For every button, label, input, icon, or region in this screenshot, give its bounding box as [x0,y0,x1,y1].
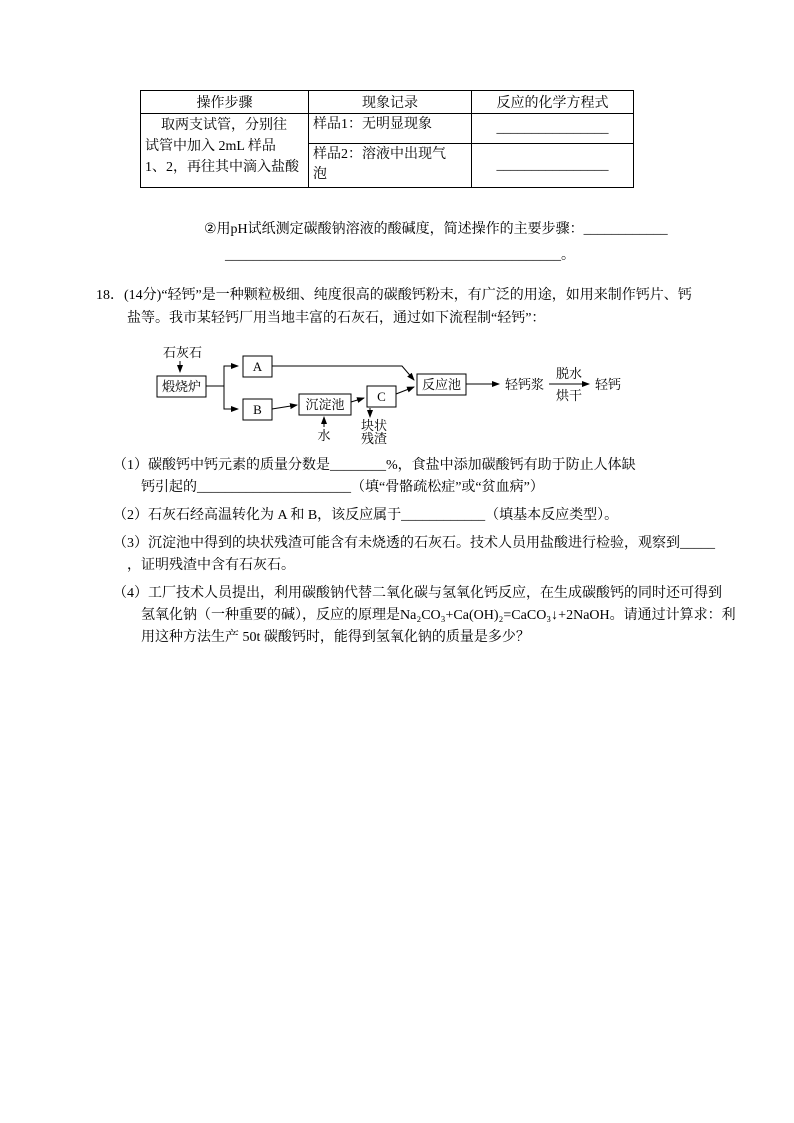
dehydrate-label-line1: 脱水 [555,366,583,381]
question-ph-line1 [204,219,668,241]
sub4-line2: 氢氧化钠（一种重要的碱），反应的原理是Na₂CO₃+Ca(OH)₂=CaCO₃↓+2NaOH。请通过计算求：利 [141,608,736,623]
sub3-line1: （3）沉淀池中得到的块状残渣可能含有未烧透的石灰石。技术人员用盐酸进行检验，观察到_____ [113,536,715,551]
sub2-line1: （2）石灰石经高温转化为 A 和 B，该反应属于____________（填基本反应类型）。 [113,508,619,523]
sub4-line3: 用这种方法生产 50t 碳酸钙时，能得到氢氧化钠的质量是多少？ [141,630,530,645]
col-header-steps: 操作步骤 [141,91,309,114]
slurry-label: 轻钙浆 [505,377,545,392]
sub-question-3 [113,533,753,577]
equation-blank-2: ________________ [472,144,634,188]
equation-blank-1: ________________ [472,114,634,144]
q18-intro-line1: 18．(14分)“轻钙”是一种颗粒极细、纯度很高的碳酸钙粉末，有广泛的用途，如用来制作钙片、钙 [96,288,692,303]
question-18-subquestions [113,455,753,655]
dehydrate-label-line2: 烘干 [555,388,583,403]
residue-label-line1: 块状 [361,418,388,433]
step-line-1: 取两支试管，分别往 [161,118,287,133]
observation-sample1 [309,114,472,144]
arrow-sedimentation-to-c [351,398,364,402]
water-label: 水 [317,428,331,443]
q18-intro-line2: 盐等。我市某轻钙厂用当地丰富的石灰石，通过如下流程制“轻钙”： [127,311,546,326]
answer-blank-ph-1: ____________ [583,222,668,237]
question-ph-text: ②用pH试纸测定碳酸钠溶液的酸碱度，简述操作的主要步骤： [204,222,584,237]
step-line-2: 试管中加入 2mL 样品 [145,139,276,154]
kiln-label: 煅烧炉 [161,379,202,394]
arrow-c-to-reaction-pool [396,387,414,394]
period-mark: 。 [561,248,575,263]
arrow-b-to-sedimentation [272,405,297,409]
box-a-label: A [252,359,263,374]
question-18-intro [96,284,692,330]
observation-sample2 [309,144,472,188]
question-ph-line2 [225,245,575,267]
step-line-3: 1、2，再往其中滴入盐酸 [145,160,299,175]
arrow-a-to-reaction-pool [272,366,414,380]
table-row-sample1 [141,114,634,144]
steps-cell [141,114,309,188]
observation-sample2-line1: 样品2：溶液中出现气 [313,147,446,162]
answer-blank-ph-2: ________________________________________________ [225,248,561,263]
product-label: 轻钙 [595,377,622,392]
box-c-label: C [377,389,386,404]
operation-table [140,90,634,188]
sub-question-2 [113,505,753,527]
table-header-row [141,91,634,114]
sub1-line1: （1）碳酸钙中钙元素的质量分数是________%，食盐中添加碳酸钙有助于防止人体缺 [113,458,636,473]
observation-sample1-text: 样品1：无明显现象 [313,117,432,132]
observation-sample2-line2: 泡 [313,167,327,182]
residue-label-line2: 残渣 [361,431,388,446]
col-header-equation: 反应的化学方程式 [472,91,634,114]
flow-diagram [150,338,630,448]
box-b-label: B [253,402,262,417]
col-header-observation: 现象记录 [309,91,472,114]
reaction-pool-label: 反应池 [421,377,462,392]
arrow-kiln-to-a [206,366,238,386]
sub-question-4 [113,583,753,649]
sub4-line1: （4）工厂技术人员提出，利用碳酸钠代替二氧化碳与氢氧化钙反应，在生成碳酸钙的同时还可得到 [113,586,722,601]
arrow-kiln-to-b [224,386,238,409]
sedimentation-pool-label: 沉淀池 [305,397,345,412]
limestone-label: 石灰石 [163,345,203,360]
sub3-line2: ，证明残渣中含有石灰石。 [127,558,295,573]
sub1-line2: 钙引起的______________________（填“骨骼疏松症”或“贫血病”） [141,480,544,495]
sub-question-1 [113,455,753,499]
